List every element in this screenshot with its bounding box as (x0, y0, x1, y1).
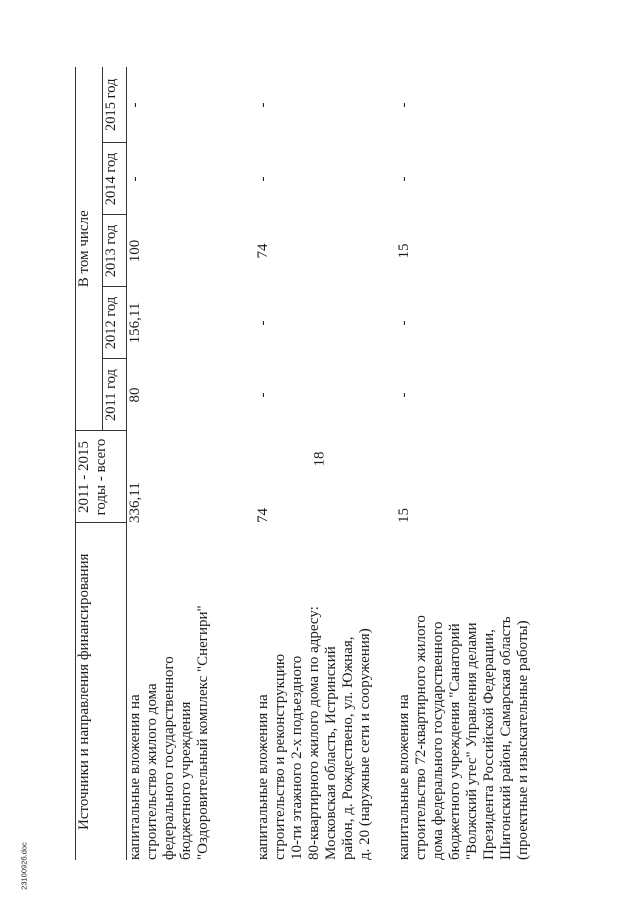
row-value-2014: - (127, 176, 143, 182)
table-row (374, 67, 546, 860)
row-total: 15 (396, 508, 412, 523)
row-value-2012: - (255, 320, 271, 326)
table-row (127, 67, 234, 860)
row-description: капитальные вложения на строительство и реконструкцию 10-ти этажного 2-х подъездного 80-квартирного жилого дома по адресу: Московская область, Истринский район, д. Рождествено, ул. Южная, д. 20 (наружные сети и сооружения) (255, 606, 373, 860)
row-description: капитальные вложения на строительство жилого дома федерального государственного бюджетного учреждения "Оздоровительный комплекс "Снегири" (127, 605, 211, 860)
header-year-2011: 2011 год (103, 359, 127, 431)
row-value-2015: - (127, 102, 143, 108)
header-year-2012: 2012 год (103, 287, 127, 359)
row-description: капитальные вложения на строительство 72-квартирного жилого дома федерального государственного бюджетного учреждения "Санаторий "Волжский утес" Управления делами Президента Российской Федерации, Шигонский район, Самарская область (проектные и изыскательные работы) (396, 615, 531, 860)
footer-file-text: 2310092б.doc (19, 842, 29, 890)
header-year-2013: 2013 год (103, 215, 127, 287)
row-value-2011: 80 (127, 387, 143, 403)
header-total: 2011 - 2015 годы - всего (76, 431, 127, 523)
row-value-2015: - (396, 102, 412, 108)
header-year-2015: 2015 год (103, 67, 127, 143)
header-including: В том числе (76, 67, 103, 431)
row-value-2011: - (396, 392, 412, 398)
row-total: 74 (255, 508, 271, 523)
row-value-2013: 100 (127, 239, 143, 263)
page-number-text: 18 (311, 451, 328, 467)
row-value-2014: - (396, 176, 412, 182)
row-value-2011: - (255, 392, 271, 398)
row-value-2014: - (255, 176, 271, 182)
financing-table (75, 67, 546, 860)
header-year-2014: 2014 год (103, 143, 127, 215)
row-value-2012: - (396, 320, 412, 326)
row-total: 336,11 (127, 482, 143, 523)
financing-table-area (75, 67, 536, 860)
row-value-2013: 74 (255, 243, 271, 259)
row-value-2013: 15 (396, 243, 412, 259)
header-sources: Источники и направления финансирования (76, 523, 127, 860)
row-value-2012: 156,11 (127, 302, 143, 344)
table-row (233, 67, 374, 860)
row-value-2015: - (255, 102, 271, 108)
